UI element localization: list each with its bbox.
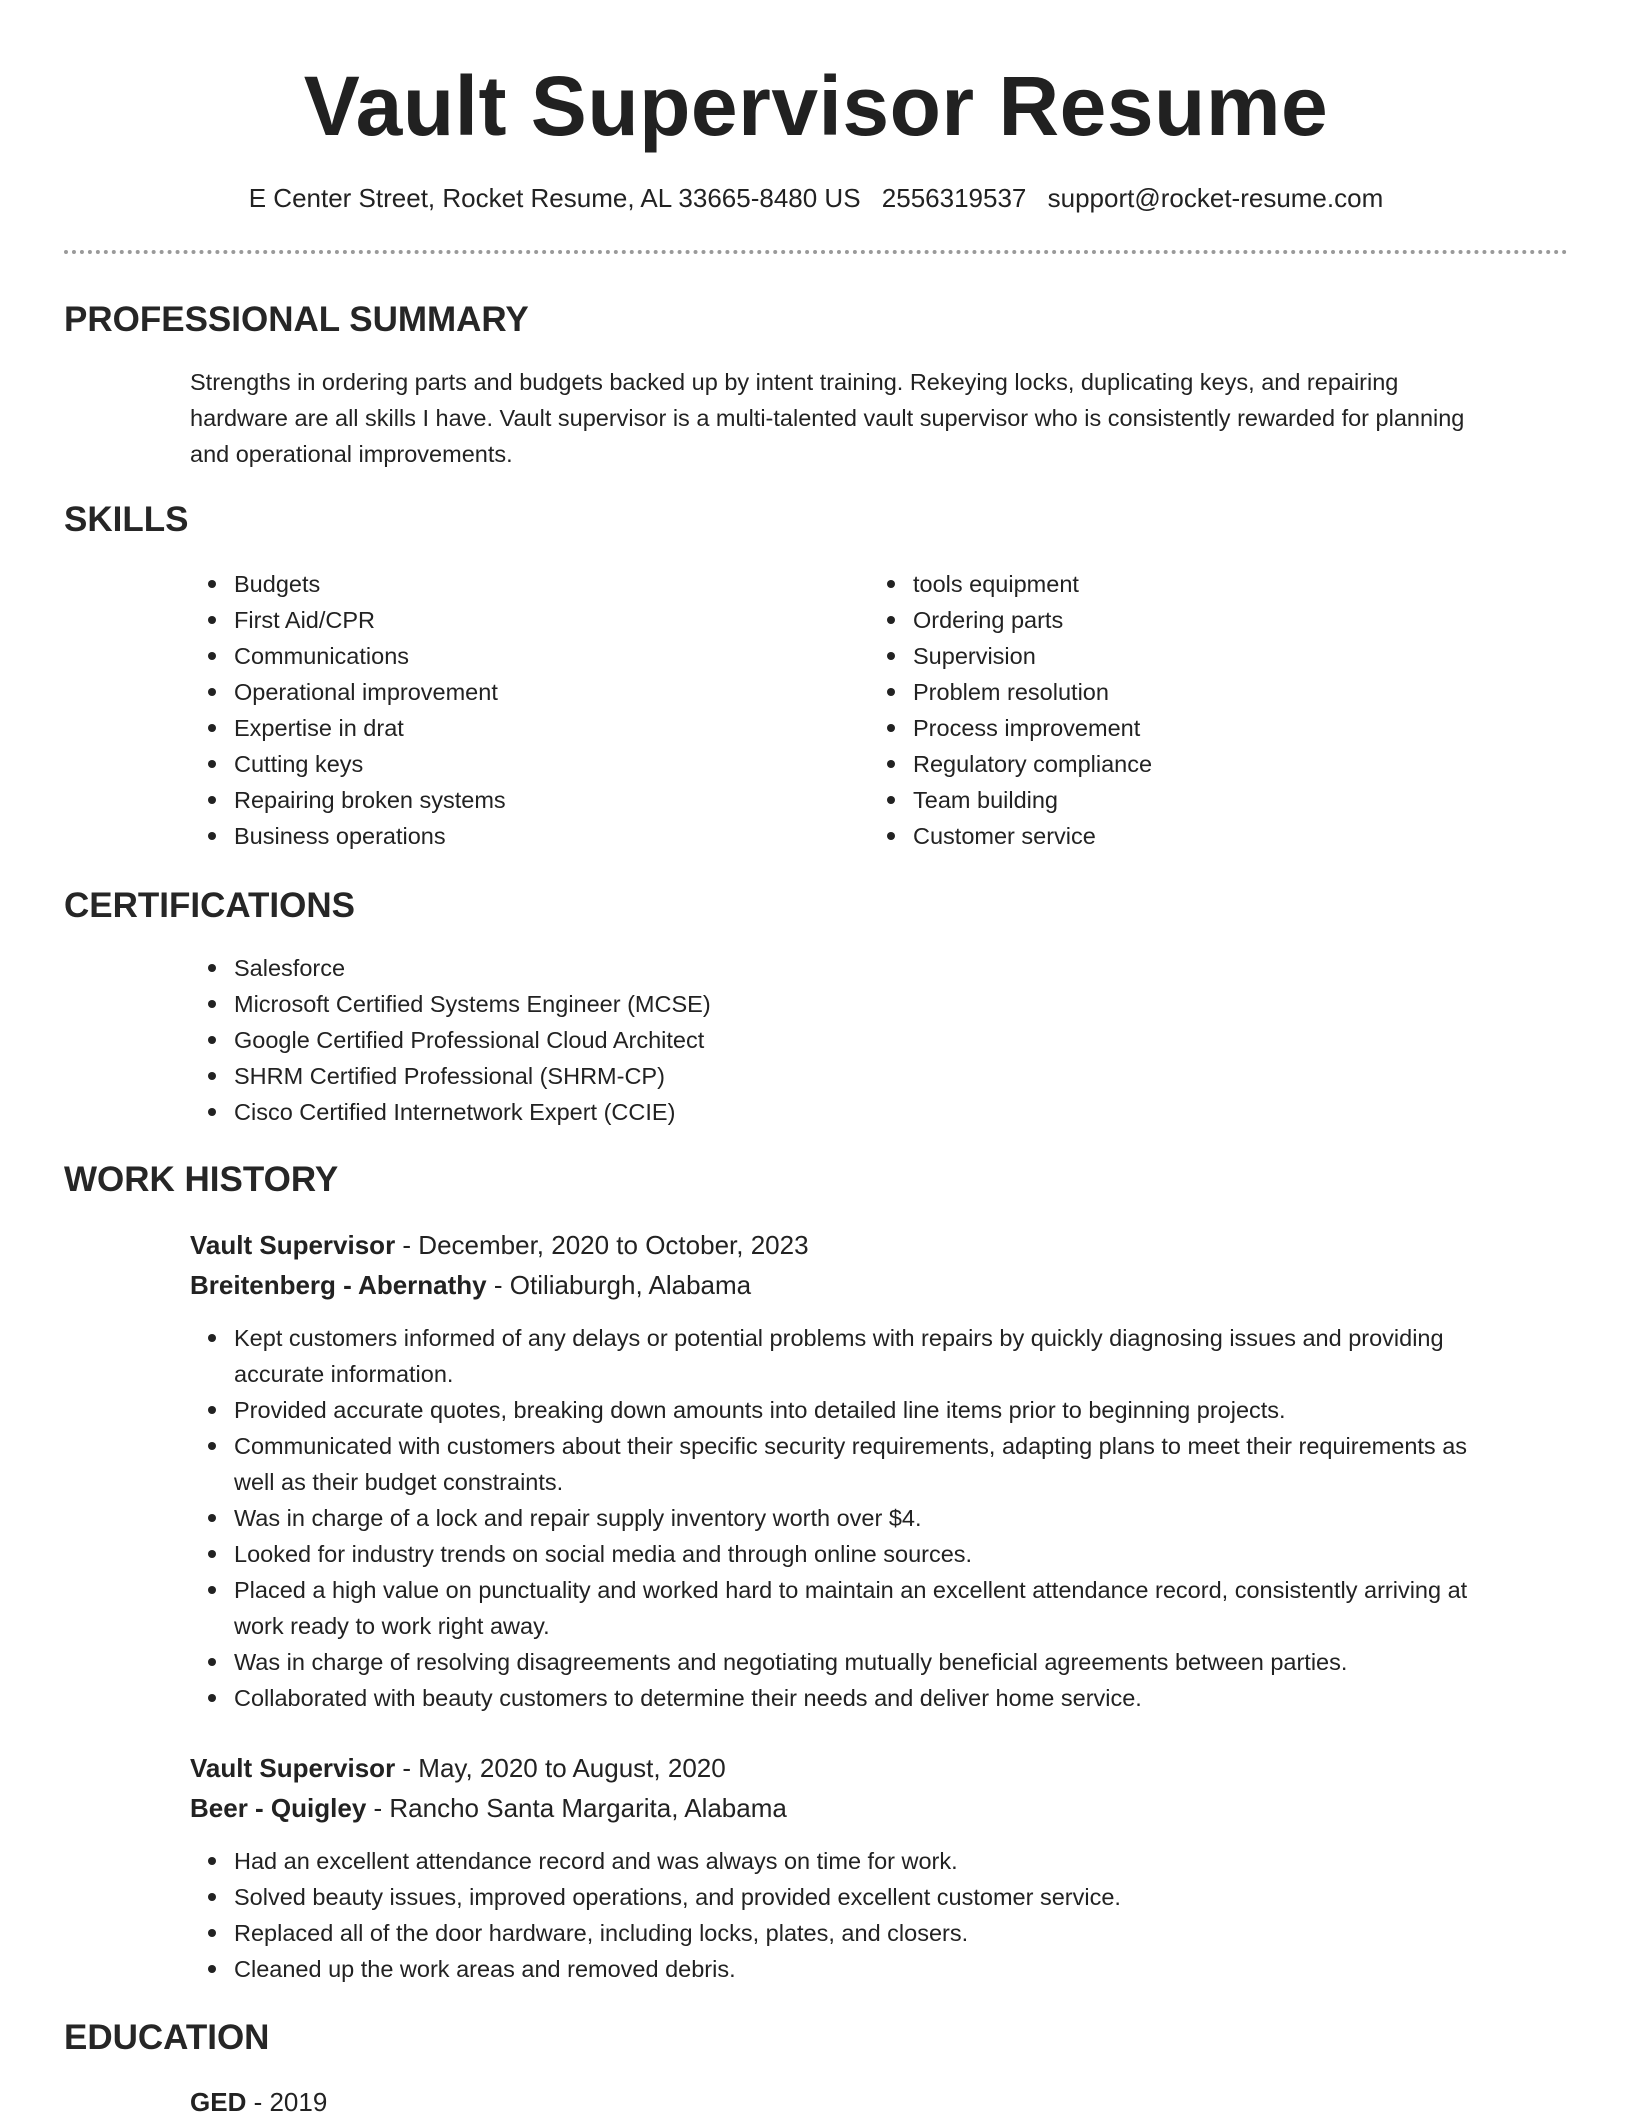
job-employer-line (190, 1788, 787, 1828)
header-divider (64, 250, 1568, 254)
job-title-line (190, 1225, 809, 1265)
job-dates: - May, 2020 to August, 2020 (395, 1753, 726, 1783)
skill-item: Expertise in drat (234, 710, 506, 746)
skill-item: Team building (913, 782, 1152, 818)
education-heading: EDUCATION (64, 2018, 270, 2057)
job-bullet: Provided accurate quotes, breaking down amounts into detailed line items prior to beginning projects. (234, 1392, 1594, 1428)
job-title: Vault Supervisor (190, 1230, 396, 1260)
skill-item: Business operations (234, 818, 506, 854)
job-bullet: Communicated with customers about their specific security requirements, adapting plans to meet their requirements as well as their budget constraints. (234, 1428, 1594, 1500)
job-bullet: Placed a high value on punctuality and worked hard to maintain an excellent attendance record, consistently arriving at work ready to work right away. (234, 1572, 1594, 1644)
job-bullet: Kept customers informed of any delays or potential problems with repairs by quickly diagnosing issues and providing accurate information. (234, 1320, 1594, 1392)
certification-item: Salesforce (234, 950, 711, 986)
summary-heading: PROFESSIONAL SUMMARY (64, 300, 529, 339)
skills-heading: SKILLS (64, 500, 189, 539)
contact-address: E Center Street, Rocket Resume, AL 33665-8480 US (248, 183, 861, 213)
skill-item: Communications (234, 638, 506, 674)
certifications-list (190, 950, 711, 1130)
job-bullet: Solved beauty issues, improved operations, and provided excellent customer service. (234, 1879, 1594, 1915)
education-line (190, 2082, 327, 2122)
contact-line (0, 180, 1632, 216)
skill-item: Cutting keys (234, 746, 506, 782)
certification-item: Cisco Certified Internetwork Expert (CCIE) (234, 1094, 711, 1130)
skill-item: Ordering parts (913, 602, 1152, 638)
contact-phone: 2556319537 (881, 183, 1027, 213)
skill-item: Operational improvement (234, 674, 506, 710)
contact-email: support@rocket-resume.com (1047, 183, 1384, 213)
job-employer-line (190, 1265, 751, 1305)
certification-item: Google Certified Professional Cloud Architect (234, 1022, 711, 1058)
resume-title: Vault Supervisor Resume (303, 59, 1329, 153)
skills-list-left (190, 566, 506, 854)
skill-item: tools equipment (913, 566, 1152, 602)
education-degree: GED (190, 2087, 247, 2117)
job-location: - Rancho Santa Margarita, Alabama (366, 1793, 787, 1823)
job-bullet: Was in charge of a lock and repair supply inventory worth over $4. (234, 1500, 1594, 1536)
job-dates: - December, 2020 to October, 2023 (395, 1230, 809, 1260)
skill-item: Customer service (913, 818, 1152, 854)
summary-text (190, 364, 1568, 472)
skill-item: Process improvement (913, 710, 1152, 746)
skills-list-right (869, 566, 1152, 854)
skill-item: Repairing broken systems (234, 782, 506, 818)
job-bullet: Cleaned up the work areas and removed debris. (234, 1951, 1594, 1987)
skill-item: First Aid/CPR (234, 602, 506, 638)
skill-item: Regulatory compliance (913, 746, 1152, 782)
skill-item: Problem resolution (913, 674, 1152, 710)
job-bullet: Had an excellent attendance record and was always on time for work. (234, 1843, 1594, 1879)
summary-line: Strengths in ordering parts and budgets backed up by intent training. Rekeying locks, duplicating keys, and repairing (190, 369, 1399, 395)
job-bullet: Collaborated with beauty customers to determine their needs and deliver home service. (234, 1680, 1594, 1716)
summary-line: and operational improvements. (190, 441, 513, 467)
education-year: - 2019 (246, 2087, 328, 2117)
job-title-line (190, 1748, 726, 1788)
job-bullets (190, 1320, 1594, 1716)
certification-item: SHRM Certified Professional (SHRM-CP) (234, 1058, 711, 1094)
job-employer: Breitenberg - Abernathy (190, 1270, 487, 1300)
job-bullets (190, 1843, 1594, 1987)
job-location: - Otiliaburgh, Alabama (486, 1270, 752, 1300)
job-bullet: Was in charge of resolving disagreements and negotiating mutually beneficial agreements between parties. (234, 1644, 1594, 1680)
job-employer: Beer - Quigley (190, 1793, 367, 1823)
certification-item: Microsoft Certified Systems Engineer (MCSE) (234, 986, 711, 1022)
job-bullet: Replaced all of the door hardware, including locks, plates, and closers. (234, 1915, 1594, 1951)
job-bullet: Looked for industry trends on social media and through online sources. (234, 1536, 1594, 1572)
certifications-heading: CERTIFICATIONS (64, 886, 356, 925)
summary-line: hardware are all skills I have. Vault supervisor is a multi-talented vault supervisor who is consistently rewarded for planning (190, 405, 1465, 431)
skill-item: Supervision (913, 638, 1152, 674)
job-title: Vault Supervisor (190, 1753, 396, 1783)
work-heading: WORK HISTORY (64, 1160, 339, 1199)
skill-item: Budgets (234, 566, 506, 602)
